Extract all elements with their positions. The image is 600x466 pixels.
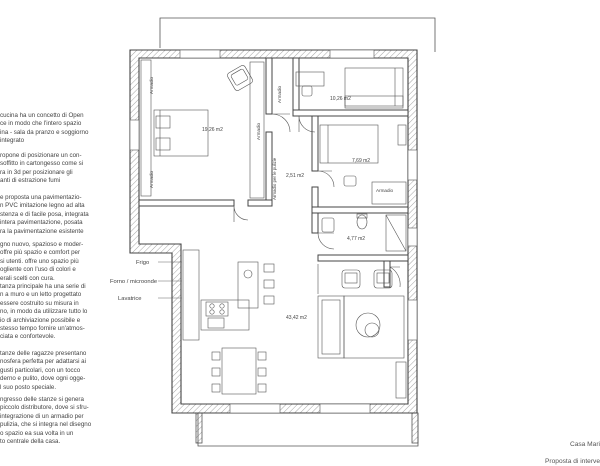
master-bed [154,110,208,156]
top-bedroom-furniture [296,68,403,108]
top-bed [345,68,403,106]
living-area: 43,42 m2 [286,315,307,321]
top-desk [296,72,324,86]
master-area: 19,26 m2 [202,127,223,133]
hob [206,302,228,316]
description-flooring: e proposta una pavimentazio- n PVC imitazione legno ad alta stenza e di facile posa, integrata intera pavimentazione, posata ra la pavimentazione esistente [0,194,89,235]
description-hall: ngresso delle stanze si genera piccolo distributore, dove si sfru- integrazione di un armadio per pulizia, che si integra nel disegno o spazio ea sua volta in un to centrale della casa. [0,396,92,446]
fridge-label: Frigo [136,260,150,266]
sink [322,218,334,232]
description-master: tanza principale ha una serie di n a muro e un letto progettato essere costruito su misura in no, in modo da utilizzare tutto lo io di archiviazione possibile e stesso tempo fornire un'atmos- ciata e confortevole. [0,283,88,341]
tv-unit [396,362,406,398]
kitchen-sink [208,318,224,328]
kitchen-counter [183,250,199,340]
living-furniture [318,264,406,398]
wardrobe-label-master-bottom: Armadio [149,170,154,188]
balcony-top [160,18,435,52]
description-kitchen: cucina ha un concetto di Open ce in modo che l'intero spazio ina - sala da pranzo e soggiorno integrato [0,112,89,145]
bathroom-fixtures [322,214,406,251]
cleaning-cabinet-label: Armadio per le pulizie [272,157,277,200]
wardrobe-label-right-bedroom: Armadio [376,188,394,193]
wardrobe-label-master-right: Armadio [256,122,261,140]
toilet [357,215,367,229]
project-caption [541,432,600,466]
description-design: gno nuovo, spazioso e moder- offre più spazio e comfort per si utenti. offre uno spazio più ogliente con l'uso di colori e erali scelti con cura. [0,241,84,282]
armchair [226,64,253,91]
project-title: Casa Mari [569,440,600,448]
bath-area: 4,77 m2 [347,236,366,242]
project-subtitle: Proposta di interve [545,457,600,465]
rug [344,296,404,358]
hall-area: 2,51 m2 [286,173,305,179]
oven-label: Forno / microonde [110,279,158,285]
washer-label: Lavatrice [118,296,142,302]
bedroom-top-area: 10,26 m2 [330,96,351,102]
exterior-walls [130,50,417,413]
kitchen [183,250,274,340]
dining-table [222,348,256,394]
description-ceiling: ropone di posizionare un con- soffitto in cartongesso come si ra in 3d per posizionare gli anti di estrazione fumi [0,152,84,185]
description-girls-rooms: tanze delle ragazze presentano nosfera perfetta per adattarsi ai gusti particolari, con un tocco derno e pulito, dove ogni ogge- l suo posto speciale. [0,350,87,391]
wardrobe-label-top-bedroom: Armadio [277,85,282,103]
dining-area [212,348,266,394]
bedroom-right-area: 7,69 m2 [352,158,371,164]
wardrobe-label-master-top: Armadio [149,76,154,94]
coffee-table [356,313,380,337]
balcony-bottom [196,413,418,446]
